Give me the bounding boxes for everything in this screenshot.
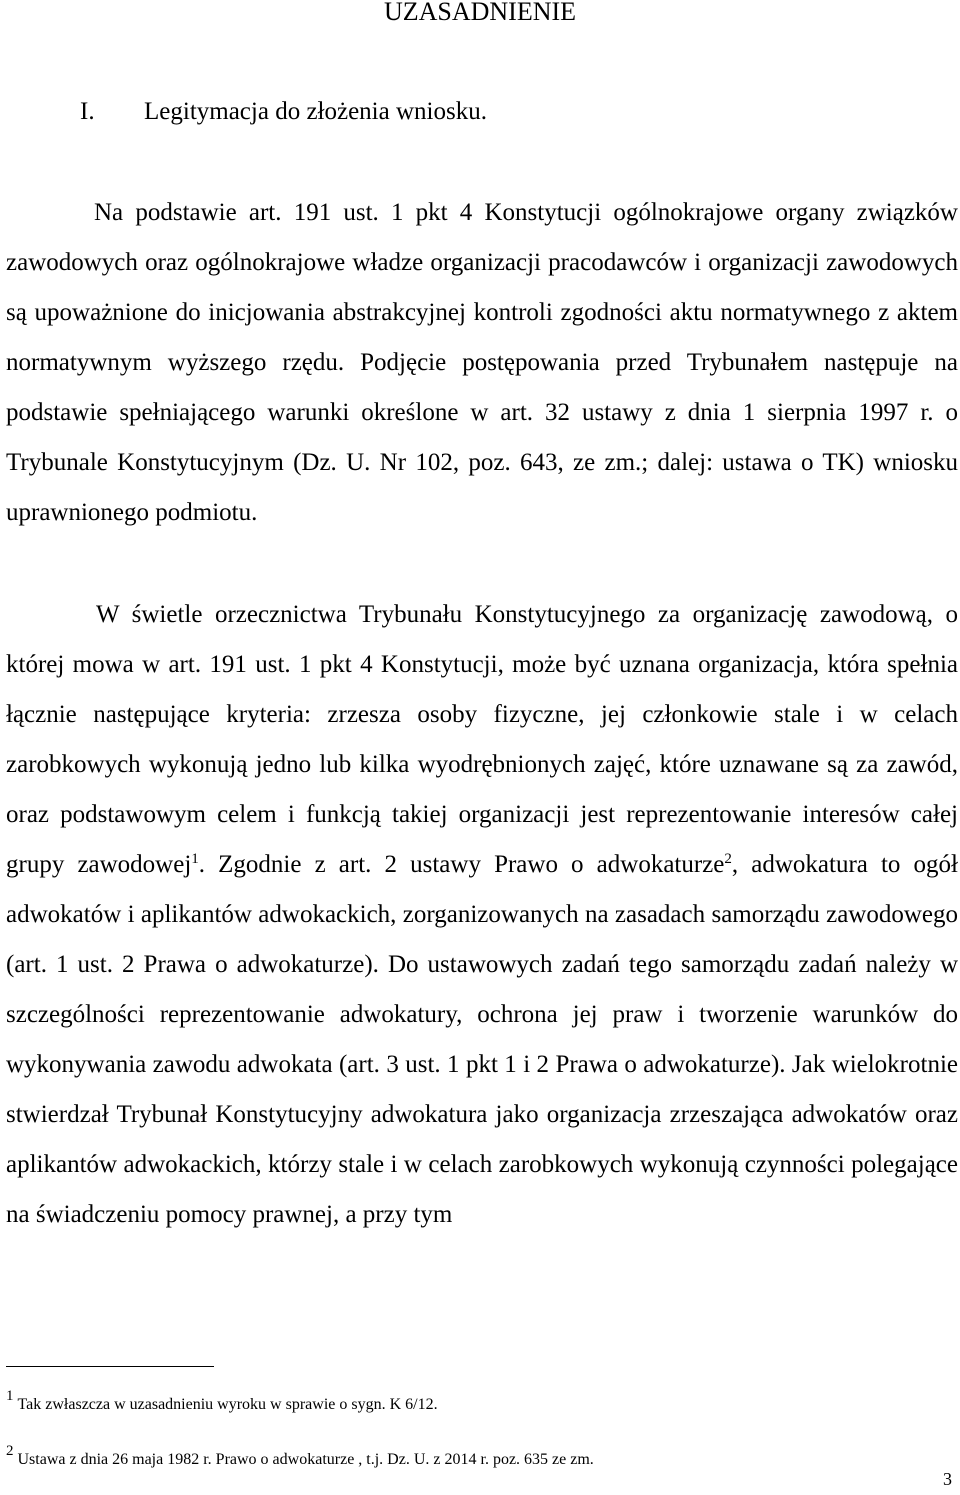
footnote-1-mark: 1 [6,1388,14,1404]
footnote-2-mark: 2 [6,1443,14,1459]
footnote-1 [6,1386,438,1415]
section-number: I. [80,98,95,125]
footnote-2 [6,1441,594,1470]
document-heading: UZASADNIENIE [383,0,577,26]
page-number: 3 [943,1469,952,1489]
paragraph-2-part-2: . Zgodnie z art. 2 ustawy Prawo o adwokaturze [198,851,725,878]
footnote-separator [6,1366,214,1367]
footnote-ref-2[interactable]: 2 [724,851,732,867]
paragraph-2 [6,590,958,1240]
footnote-1-text: Tak zwłaszcza w uzasadnieniu wyroku w sprawie o sygn. K 6/12. [17,1396,438,1413]
footnote-2-text: Ustawa z dnia 26 maja 1982 r. Prawo o adwokaturze , t.j. Dz. U. z 2014 r. poz. 635 ze zm. [17,1451,594,1468]
paragraph-2-part-3: , adwokatura to ogół adwokatów i aplikantów adwokackich, zorganizowanych na zasadach samorządu zawodowego (art. 1 ust. 2 Prawa o adwokaturze). Do ustawowych zadań tego samorządu zadań należy w szczególności reprezentowanie adwokatury, ochrona jej praw i tworzenie warunków do wykonywania zawodu adwokata (art. 3 ust. 1 pkt 1 i 2 Prawa o adwokaturze). Jak wielokrotnie stwierdzał Trybunał Konstytucyjny adwokatura jako organizacja zrzeszająca adwokatów oraz aplikantów adwokackich, którzy stale i w celach zarobkowych wykonują czynności polegające na świadczeniu pomocy prawnej, a przy tym [6,851,958,1228]
paragraph-2-text [6,590,958,1240]
section-title-text: Legitymacja do złożenia wniosku. [144,98,487,125]
paragraph-1 [6,188,958,538]
footnote-ref-1[interactable]: 1 [191,851,199,867]
section-title [80,92,487,132]
paragraph-2-part-1: W świetle orzecznictwa Trybunału Konstytucyjnego za organizację zawodową, o której mowa w art. 191 ust. 1 pkt 4 Konstytucji, może być uznana organizacja, która spełnia łącznie następujące kryteria: zrzesza osoby fizyczne, jej członkowie stale i w celach zarobkowych wykonują jedno lub kilka wyodrębnionych zajęć, które uznawane są za zawód, oraz podstawowym celem i funkcją takiej organizacji jest reprezentowanie interesów całej grupy zawodowej [6,601,958,878]
paragraph-1-text: Na podstawie art. 191 ust. 1 pkt 4 Konstytucji ogólnokrajowe organy związków zawodowych oraz ogólnokrajowe władze organizacji pracodawców i organizacji zawodowych są upoważnione do inicjowania abstrakcyjnej kontroli zgodności aktu normatywnego z aktem normatywnym wyższego rzędu. Podjęcie postępowania przed Trybunałem następuje na podstawie spełniającego warunki określone w art. 32 ustawy z dnia 1 sierpnia 1997 r. o Trybunale Konstytucyjnym (Dz. U. Nr 102, poz. 643, ze zm.; dalej: ustawa o TK) wniosku uprawnionego podmiotu. [6,199,958,526]
